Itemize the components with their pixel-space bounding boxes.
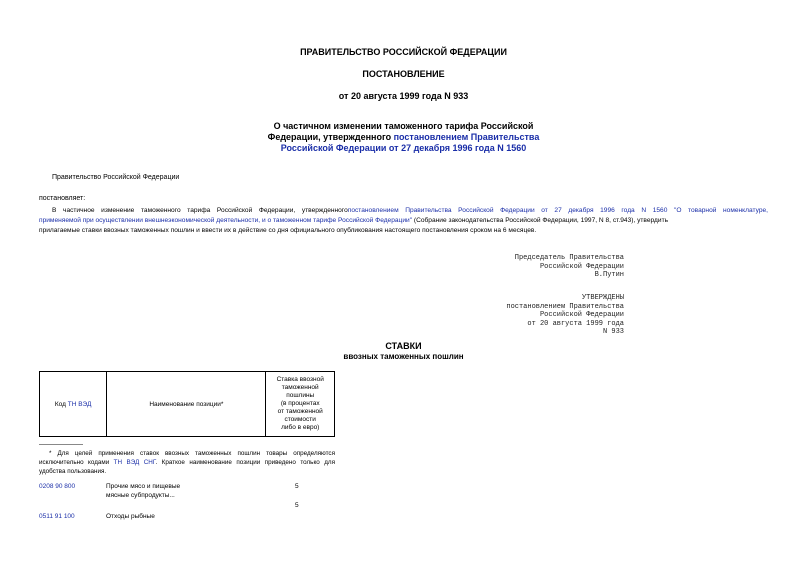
rate-header-line: Ставка ввозной: [276, 376, 324, 383]
government-title: ПРАВИТЕЛЬСТВО РОССИЙСКОЙ ФЕДЕРАЦИИ: [300, 47, 507, 57]
signature-name: В.Путин: [594, 271, 624, 279]
decree-1560-link[interactable]: постановлением Правительства Российской Федерации от 27 декабря 1996 года N 1560 "О товарной номенклатуре,: [347, 207, 768, 214]
footnote-text: * Для целей применения ставок ввозных таможенных пошлин товары определяются исключительно кодами: [39, 450, 335, 466]
rates-subtitle: ввозных таможенных пошлин: [343, 352, 464, 361]
issuer: Правительство Российской Федерации: [52, 174, 180, 181]
approved-line-4: от 20 августа 1999 года: [527, 319, 624, 328]
approved-block: [506, 294, 624, 337]
rate-header-line: либо в евро): [281, 424, 320, 431]
footnote-divider: [39, 444, 83, 445]
title-text: Федерации, утвержденного: [267, 132, 394, 142]
approved-line-5: N 933: [602, 328, 624, 336]
row-name: Отходы рыбные: [106, 513, 155, 520]
signature-position: Председатель Правительства: [514, 254, 624, 262]
signature-block: [515, 254, 624, 280]
approved-heading: УТВЕРЖДЕНЫ: [581, 294, 624, 302]
paragraph-line-3: прилагаемые ставки ввозных таможенных пошлин и ввести их в действие со дня официального опубликования настоящего постановления сроком на 6 месяцев.: [39, 227, 537, 234]
paragraph-text-2: (Собрание законодательства Российской Федерации, 1997, N 8, ст.943), утвердить: [412, 217, 669, 224]
document-date: от 20 августа 1999 года N 933: [338, 91, 469, 101]
rates-table-header: [39, 371, 335, 437]
approved-line-2: постановлением Правительства: [506, 302, 624, 311]
row-rate: 5: [295, 502, 299, 509]
tn-ved-link[interactable]: ТН ВЭД: [67, 400, 92, 408]
row-name-line: мясные субпродукты...: [106, 491, 175, 499]
document-type: ПОСТАНОВЛЕНИЕ: [362, 69, 445, 79]
rate-header-line: пошлины: [286, 392, 315, 399]
title-decree-link-line-2[interactable]: Российской Федерации от 27 декабря 1996 года N 1560: [280, 143, 527, 153]
tn-ved-sng-link[interactable]: ТН ВЭД СНГ: [113, 459, 156, 466]
footnote: [39, 449, 335, 476]
paragraph-text: В частичное изменение таможенного тарифа Российской Федерации, утвержденного: [52, 207, 348, 214]
row-code-link[interactable]: 0208 90 800: [39, 483, 76, 490]
row-rate: 5: [295, 483, 299, 490]
title-decree-link[interactable]: постановлением Правительства: [393, 132, 540, 142]
column-code-header: [40, 372, 107, 437]
row-name-line: Прочие мясо и пищевые: [106, 483, 181, 490]
rate-header-line: (в процентах: [280, 400, 320, 407]
rate-header-line: от таможенной: [277, 408, 323, 415]
rate-header-line: таможенной: [281, 384, 319, 391]
footnote-text-2: . Краткое наименование позиции приведено только для удобства пользования.: [39, 459, 335, 475]
column-code-label: Код: [54, 400, 68, 408]
row-name: [106, 483, 180, 500]
decree-1560-link-cont[interactable]: применяемой при осуществлении внешнеэкономической деятельности, и о таможенном тарифе Российской Федерации": [39, 217, 413, 224]
column-rate-header: [266, 372, 335, 437]
rates-title: СТАВКИ: [385, 341, 422, 351]
signature-country: Российской Федерации: [539, 262, 624, 271]
document-title-line-1: О частичном изменении таможенного тарифа Российской: [273, 121, 534, 131]
decrees-word: постановляет:: [39, 195, 86, 202]
row-code-link[interactable]: 0511 91 100: [39, 513, 75, 520]
document-title-line-2: [0, 132, 807, 142]
rate-header-line: стоимости: [284, 416, 316, 423]
column-name-header: Наименование позиции*: [107, 372, 266, 437]
approved-line-3: Российской Федерации: [539, 311, 624, 319]
